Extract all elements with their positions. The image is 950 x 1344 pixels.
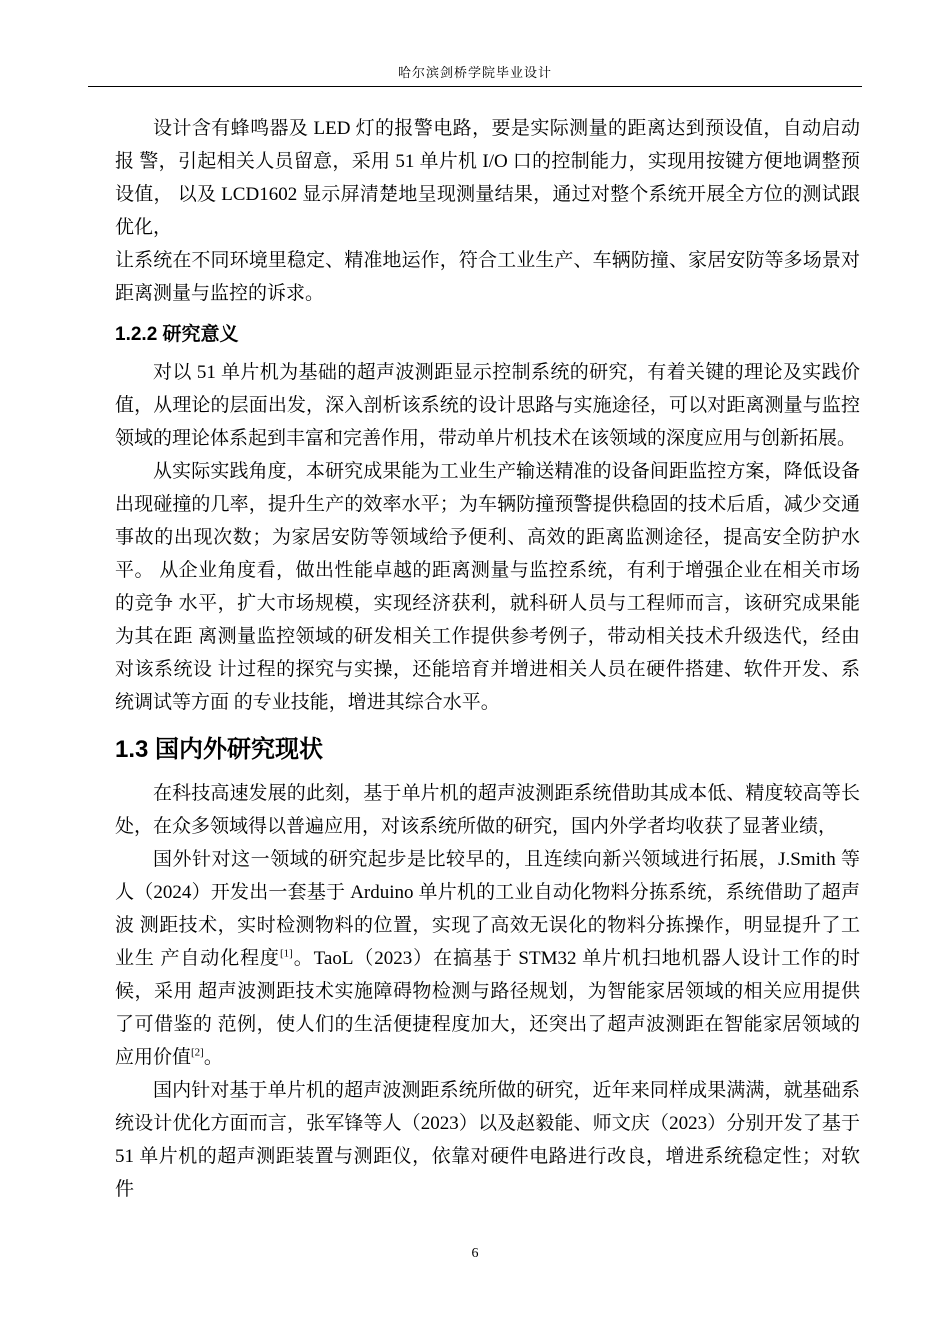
paragraph-text: 。 bbox=[203, 1047, 223, 1068]
paragraph: 让系统在不同环境里稳定、精准地运作，符合工业生产、车辆防撞、家居安防等多场景对距离测量与监控的诉求。 bbox=[115, 250, 860, 304]
section-heading-1-3: 1.3 国内外研究现状 bbox=[115, 736, 324, 763]
section-heading-1-2-2: 1.2.2 研究意义 bbox=[115, 324, 239, 345]
citation-ref-2: [2] bbox=[191, 1046, 204, 1059]
paragraph-text: 国外针对这一领域的研究起步是比较早的，且连续向新兴领域进行拓展，J.Smith 等人（2024）开发出一套基于 Arduino 单片机的工业自动化物料分拣系统，系统借助了超声波 测距技术，实时检测物料的位置，实现了高效无误化的物料分拣操作，明显提升了工业生 产自动化程度 bbox=[115, 849, 860, 969]
paragraph: 国内针对基于单片机的超声波测距系统所做的研究，近年来同样成果满满，就基础系统设计优化方面而言，张军锋等人（2023）以及赵毅能、师文庆（2023）分别开发了基于51 单片机的超声测距装置与测距仪，依靠对硬件电路进行改良，增进系统稳定性；对软件 bbox=[115, 1080, 860, 1200]
paragraph: 设计含有蜂鸣器及 LED 灯的报警电路，要是实际测量的距离达到预设值，自动启动报 警，引起相关人员留意，采用 51 单片机 I/O 口的控制能力，实现用按键方便地调整预设值， 以及 LCD1602 显示屏清楚地呈现测量结果，通过对整个系统开展全方位的测试跟优化， bbox=[115, 118, 860, 238]
paragraph bbox=[115, 843, 860, 1074]
page-header bbox=[88, 0, 862, 87]
page-number: 6 bbox=[471, 1246, 479, 1261]
page-header-title: 哈尔滨剑桥学院毕业设计 bbox=[397, 65, 552, 80]
paragraph: 从实际实践角度，本研究成果能为工业生产输送精准的设备间距监控方案，降低设备出现碰撞的几率，提升生产的效率水平；为车辆防撞预警提供稳固的技术后盾，减少交通事故的出现次数；为家居安防等领域给予便利、高效的距离监测途径，提高安全防护水平。 从企业角度看，做出性能卓越的距离测量与监控系统，有利于增强企业在相关市场的竞争 水平，扩大市场规模，实现经济获利，就科研人员与工程师而言，该研究成果能为其在距 离测量监控领域的研发相关工作提供参考例子，带动相关技术升级迭代，经由对该系统设 计过程的探究与实操，还能培育并增进相关人员在硬件搭建、软件开发、系统调试等方面 的专业技能，增进其综合水平。 bbox=[115, 461, 860, 713]
paragraph: 对以 51 单片机为基础的超声波测距显示控制系统的研究，有着关键的理论及实践价值，从理论的层面出发，深入剖析该系统的设计思路与实施途径，可以对距离测量与监控领域的理论体系起到丰富和完善作用，带动单片机技术在该领域的深度应用与创新拓展。 bbox=[115, 362, 860, 449]
paragraph: 在科技高速发展的此刻，基于单片机的超声波测距系统借助其成本低、精度较高等长处，在众多领域得以普遍应用，对该系统所做的研究，国内外学者均收获了显著业绩， bbox=[115, 783, 860, 837]
paragraph-text: 。TaoL（2023）在搞基于 STM32 单片机扫地机器人设计工作的时候，采用 超声波测距技术实施障碍物检测与路径规划，为智能家居领域的相关应用提供了可借鉴的 范例，使人们的生活便捷程度加大，还突出了超声波测距在智能家居领域的应用价值 bbox=[115, 948, 860, 1068]
document-body bbox=[115, 112, 860, 1206]
citation-ref-1: [1] bbox=[279, 947, 293, 960]
